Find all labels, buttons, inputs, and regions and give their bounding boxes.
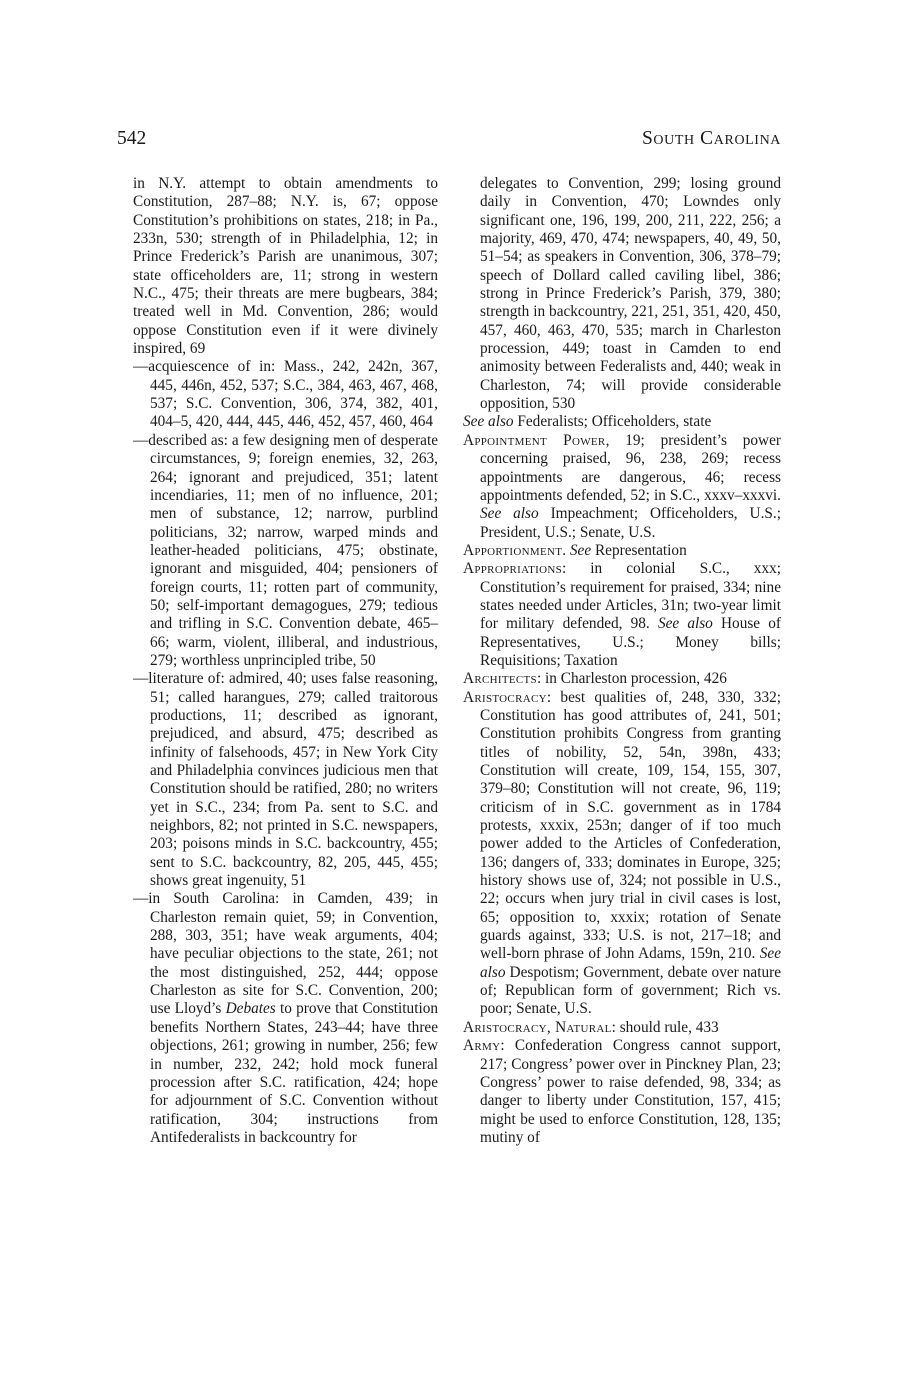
index-entry-appropriations bbox=[463, 560, 781, 670]
text-run: to prove that Constitution benefits Northern States, 243–44; have three objections, 261; growing in number, 256; few in number, 232, 242; hold mock funeral procession after S.C. ratification, 424; hope for adjournment of S.C. Convention without ratification, 304; instructions from Antifederalists in backcountry for bbox=[150, 1000, 438, 1146]
index-subentry-literature: —literature of: admired, 40; uses false reasoning, 51; called harangues, 279; called traitorous productions, 11; described as ignorant, prejudiced, and absurd, 475; described as infinity of falsehoods, 457; in New York City and Philadelphia convinces judicious men that Constitution should be ratified, 280; no writers yet in S.C., 234; from Pa. sent to S.C. and neighbors, 82; not printed in S.C. newspapers, 203; poisons minds in S.C. backcountry, 455; sent to S.C. backcountry, 82, 205, 445, 455; shows great ingenuity, 51 bbox=[133, 670, 438, 890]
see-label: See bbox=[569, 541, 592, 559]
index-heading-term: Apportionment bbox=[463, 541, 563, 559]
index-heading-term: Army bbox=[463, 1037, 501, 1055]
index-entry-appointment-power bbox=[463, 432, 781, 542]
text-run: , 19; president’s power concerning praised, 96, 238, 269; recess appointments are dangerous, 46; recess appointments defended, 52; in S.C., xxxv–xxxvi. bbox=[480, 431, 781, 504]
index-heading-term: Architects bbox=[463, 670, 537, 688]
text-run: Despotism; Government, debate over nature of; Republican form of government; Rich vs. poor; Senate, U.S. bbox=[480, 963, 781, 1018]
see-also-label: See also bbox=[463, 413, 514, 431]
index-entry-aristocracy-natural bbox=[463, 1019, 781, 1037]
index-heading-term: Appointment Power bbox=[463, 431, 606, 449]
index-entry-continuation: delegates to Convention, 299; losing ground daily in Convention, 470; Lowndes only significant one, 196, 199, 200, 211, 222, 256; a majority, 469, 470, 474; newspapers, 40, 49, 50, 51–54; as speakers in Convention, 306, 378–79; speech of Dollard called caviling libel, 386; strong in Prince Frederick’s Parish, 379, 380; strength in backcountry, 221, 251, 351, 420, 450, 457, 460, 463, 470, 535; march in Charleston procession, 449; toast in Camden to end animosity between Federalists and, 440; weak in Charleston, 74; will provide considerable opposition, 530 bbox=[480, 175, 781, 413]
see-also-label: See also bbox=[480, 945, 781, 981]
text-run: : Confederation Congress cannot support, 217; Congress’ power over in Pinckney Plan, 23; Congress’ power to raise defended, 98, 334; as danger to liberty under Constitution, 157, 415; might be used to enforce Constitution, 128, 135; mutiny of bbox=[480, 1037, 781, 1146]
text-run: Representation bbox=[591, 541, 687, 559]
text-run: . bbox=[562, 541, 570, 559]
text-run: : best qualities of, 248, 330, 332; Constitution has good attributes of, 241, 501; Constitution prohibits Congress from granting titles of nobility, 52, 54n, 398n, 433; Constitution will create, 109, 154, 155, 307, 379–80; Constitution will not create, 96, 119; criticism of in S.C. government as in 1784 protests, xxxix, 253n; danger of if too much power added to the Articles of Confederation, 136; dangers of, 333; dominates in Europe, 325; history shows use of, 324; not possible in U.S., 22; occurs when jury trial in civil cases is lost, 65; opposition to, xxxix; rotation of Senate guards against, 333; U.S. is not, 217–18; and well-born phrase of John Adams, 159n, 210. bbox=[480, 688, 781, 963]
index-entry-continuation: in N.Y. attempt to obtain amendments to Constitution, 287–88; N.Y. is, 67; oppose Constitution’s prohibitions on states, 218; in Pa., 233n, 530; strength of in Philadelphia, 12; in Prince Frederick’s Parish are unanimous, 307; state officeholders are, 11; strong in western N.C., 475; their threats are mere bugbears, 384; treated well in Md. Convention, 286; would oppose Constitution even if it were divinely inspired, 69 bbox=[133, 175, 438, 358]
index-entry-aristocracy bbox=[463, 689, 781, 1019]
index-entry-apportionment bbox=[463, 542, 781, 560]
running-title: South Carolina bbox=[641, 128, 781, 149]
text-run: Impeachment; Officeholders, U.S.; President, U.S.; Senate, U.S. bbox=[480, 505, 781, 541]
index-heading-term: Aristocracy bbox=[463, 688, 547, 706]
text-run: House of Representatives, U.S.; Money bills; Requisitions; Taxation bbox=[480, 615, 781, 669]
index-subentry-acquiescence: —acquiescence of in: Mass., 242, 242n, 367, 445, 446n, 452, 537; S.C., 384, 463, 467, 468, 537; S.C. Convention, 306, 374, 382, 401, 404–5, 420, 444, 445, 446, 452, 457, 460, 464 bbox=[133, 358, 438, 431]
index-subentry-south-carolina bbox=[133, 890, 438, 1147]
text-run: : in colonial S.C., xxx; Constitution’s requirement for praised, 334; nine states needed under Articles, 31n; two-year limit for military defended, 98. bbox=[480, 560, 781, 633]
index-entry-architects bbox=[463, 670, 781, 688]
text-run: : should rule, 433 bbox=[611, 1018, 719, 1036]
text-run: —in South Carolina: in Camden, 439; in Charleston remain quiet, 59; in Convention, 288, 303, 351; have weak arguments, 404; have peculiar objections to the state, 261; not the most distinguished, 252, 444; oppose Charleston as site for S.C. Convention, 200; use Lloyd’s bbox=[133, 890, 438, 1018]
text-run: : in Charleston procession, 426 bbox=[536, 670, 727, 688]
right-column bbox=[463, 175, 781, 1147]
index-subentry-described: —described as: a few designing men of desperate circumstances, 9; foreign enemies, 32, 263, 264; ignorant and prejudiced, 351; latent incendiaries, 11; men of no influence, 201; men of substance, 12; narrow, purblind politicians, 32; narrow, warped minds and leather-headed politicians, 475; obstinate, ignorant and misguided, 404; pensioners of foreign courts, 11; rotten part of community, 50; self-important demagogues, 279; tedious and trifling in S.C. Convention debate, 465–66; warm, violent, illiberal, and industrious, 279; worthless unprincipled tribe, 50 bbox=[133, 431, 438, 669]
page-number: 542 bbox=[117, 128, 147, 149]
italic-title: Debates bbox=[225, 1000, 276, 1018]
running-head bbox=[117, 128, 781, 156]
index-heading-term: Aristocracy, Natural bbox=[463, 1018, 612, 1036]
index-entry-see-also bbox=[463, 413, 781, 431]
see-also-label: See also bbox=[657, 615, 713, 633]
index-heading-term: Appropriations bbox=[463, 560, 562, 578]
see-also-label: See also bbox=[480, 505, 539, 523]
text-run: Federalists; Officeholders, state bbox=[513, 413, 712, 431]
left-column bbox=[133, 175, 438, 1147]
index-entry-army bbox=[463, 1037, 781, 1147]
